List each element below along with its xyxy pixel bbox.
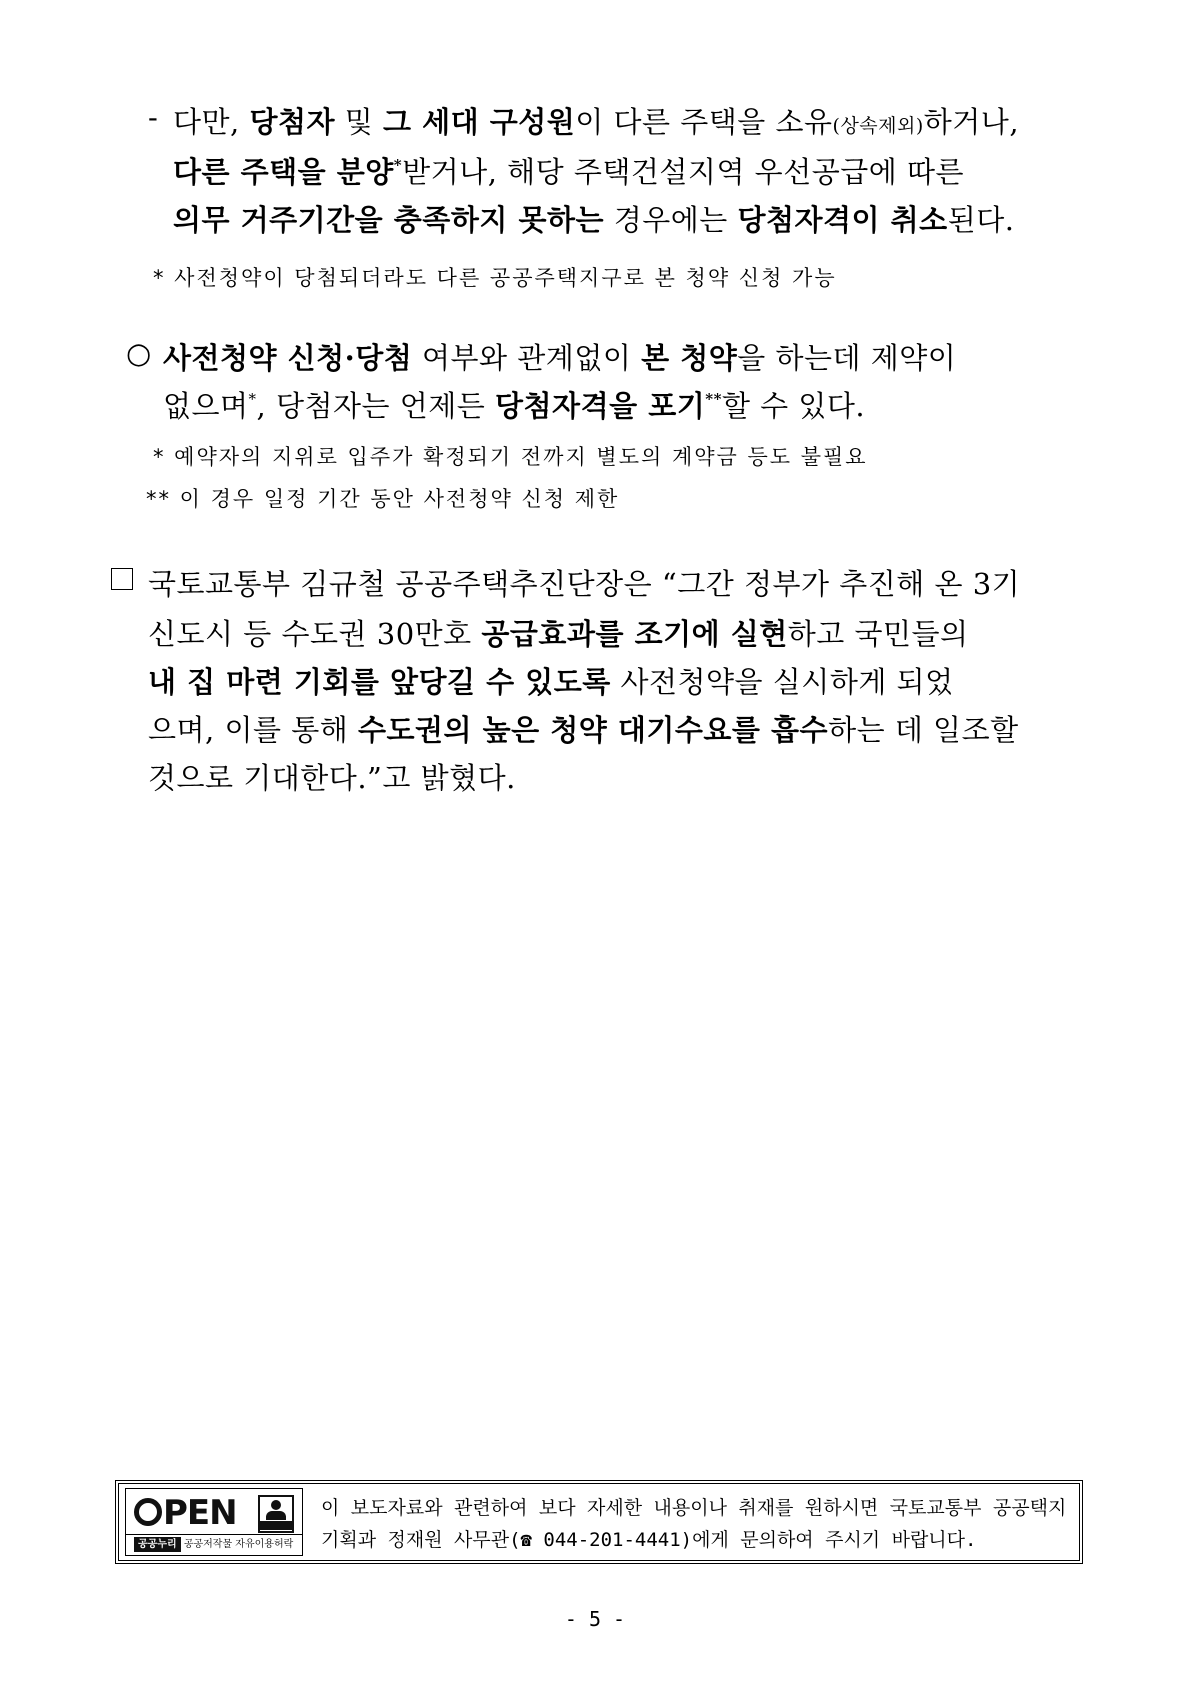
para3-line5: 것으로 기대한다.”고 밝혔다. xyxy=(148,761,516,795)
kogl-open-logo xyxy=(125,1488,303,1556)
kogl-caption: 공공누리 공공저작물 자유이용허락 xyxy=(126,1534,302,1555)
footnote-1: * 사전청약이 당첨되더라도 다른 공공주택지구로 본 청약 신청 가능 xyxy=(153,266,837,290)
square-bullet-icon xyxy=(111,568,133,590)
circle-marker: ○ xyxy=(126,336,152,370)
para3-line2: 신도시 등 수도권 30만호 공급효과를 조기에 실현하고 국민들의 xyxy=(148,617,969,651)
para1-line3: 의무 거주기간을 충족하지 못하는 경우에는 당첨자격이 취소된다. xyxy=(173,203,1015,237)
contact-line-1: 이 보도자료와 관련하여 보다 자세한 내용이나 취재를 원하시면 국토교통부 공공택지 xyxy=(321,1497,1067,1519)
para3-line3: 내 집 마련 기회를 앞당길 수 있도록 사전청약을 실시하게 되었 xyxy=(148,665,954,699)
para2-line2: 없으며*, 당첨자는 언제든 당첨자격을 포기**할 수 있다. xyxy=(163,389,866,423)
footnote-2b: ** 이 경우 일정 기간 동안 사전청약 신청 제한 xyxy=(146,487,620,511)
para2-line1: 사전청약 신청·당첨 여부와 관계없이 본 청약을 하는데 제약이 xyxy=(163,341,957,375)
open-o-icon xyxy=(134,1498,162,1526)
contact-line-2: 기획과 정재원 사무관(☎ 044-201-4441)에게 문의하여 주시기 바랍니다. xyxy=(321,1529,977,1551)
para3-line4: 으며, 이를 통해 수도권의 높은 청약 대기수요를 흡수하는 데 일조할 xyxy=(148,713,1019,747)
page-number: - 5 - xyxy=(564,1607,626,1631)
dash-marker: - xyxy=(148,100,159,134)
footnote-2a: * 예약자의 지위로 입주가 확정되기 전까지 별도의 계약금 등도 불필요 xyxy=(153,445,868,469)
para1-line1: 다만, 당첨자 및 그 세대 구성원이 다른 주택을 소유(상속제외)하거나, xyxy=(173,105,1020,139)
open-logo-word: PEN xyxy=(134,1493,237,1533)
para3-line1: 국토교통부 김규철 공공주택추진단장은 “그간 정부가 추진해 온 3기 xyxy=(148,567,1021,601)
para1-line2: 다른 주택을 분양*받거나, 해당 주택건설지역 우선공급에 따른 xyxy=(173,155,965,189)
contact-box xyxy=(115,1480,1083,1564)
attribution-person-icon xyxy=(258,1495,294,1533)
